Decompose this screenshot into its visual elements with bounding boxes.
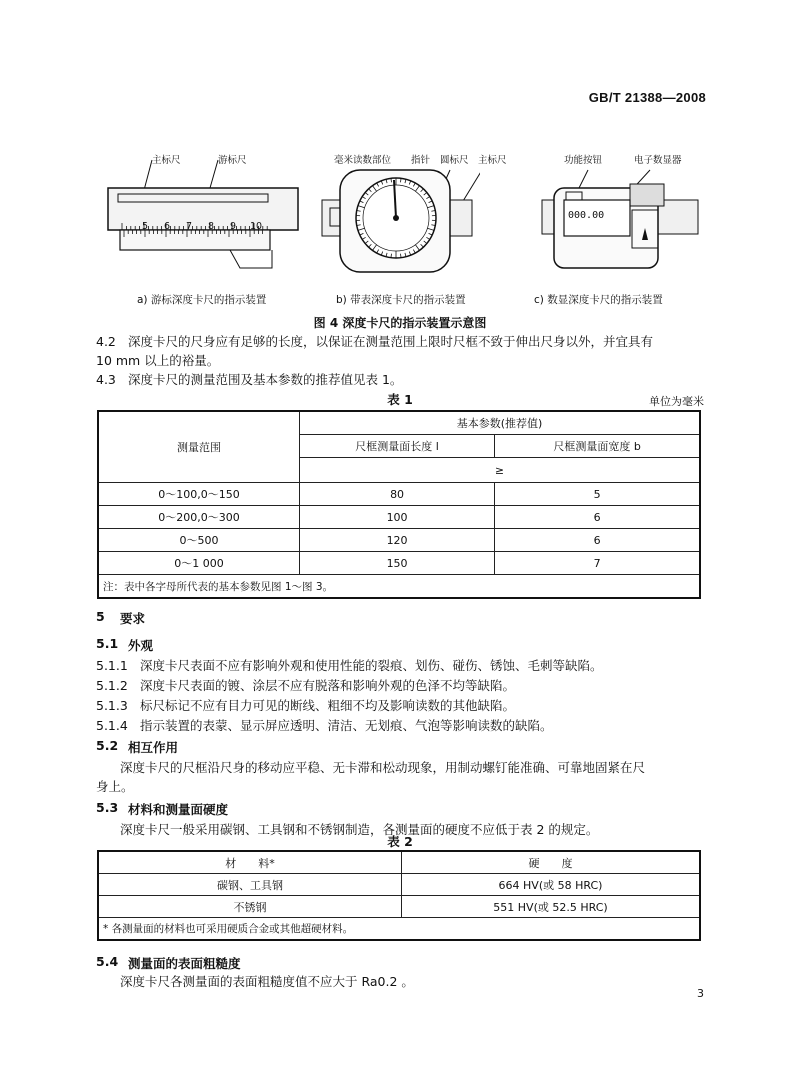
- table-row: [98, 529, 700, 552]
- table-row: [98, 483, 700, 506]
- clause-5-1-title: 外观: [128, 638, 154, 653]
- clause-5-4-text: 深度卡尺各测量面的表面粗糙度值不应大于 Ra0.2 。: [120, 974, 414, 989]
- table-cell-l: 120: [300, 529, 495, 552]
- clause-4-2-text-cont: 10 mm 以上的裕量。: [96, 353, 220, 368]
- clause-5-1-3-text: 标尺标记不应有目力可见的断线、粗细不均及影响读数的其他缺陷。: [140, 698, 516, 713]
- table-cell-l: 100: [300, 506, 495, 529]
- table-cell-range: 0～500: [98, 529, 300, 552]
- table-header-params: 基本参数(推荐值): [300, 411, 701, 435]
- table-1-unit: 单位为毫米: [649, 395, 704, 408]
- scale-number: 6: [164, 221, 171, 232]
- dial-tick: [401, 178, 402, 182]
- clause-5-4-number: 5.4: [96, 954, 119, 969]
- table-cell-b: 7: [495, 552, 700, 575]
- table-1-note: 注：表中各字母所代表的基本参数见图 1～图 3。: [98, 575, 700, 599]
- scale-number: 10: [250, 221, 263, 232]
- table-header-range: 测量范围: [98, 411, 300, 483]
- main-scale-label-b: 主标尺: [478, 155, 507, 166]
- clause-5-2-number: 5.2: [96, 738, 119, 753]
- clause-5-1-number: 5.1: [96, 636, 119, 651]
- figure-4-title: 图 4 深度卡尺的指示装置示意图: [313, 316, 487, 330]
- clause-5-1-2-number: 5.1.2: [96, 678, 128, 693]
- table-2: [97, 850, 701, 941]
- table-cell-material: 不锈钢: [98, 896, 402, 918]
- clause-5-1-1-number: 5.1.1: [96, 658, 128, 673]
- table-header-ge: ≥: [300, 458, 701, 483]
- section-5-title: 要求: [120, 611, 146, 626]
- table-cell-range: 0～100,0～150: [98, 483, 300, 506]
- table-2-title: 表 2: [387, 834, 413, 849]
- main-scale-label-a: 主标尺: [152, 155, 181, 166]
- table-row: [98, 874, 700, 896]
- dial-tick: [391, 254, 392, 258]
- table-cell-l: 80: [300, 483, 495, 506]
- table-row: [98, 506, 700, 529]
- table-cell-material: 碳钢、工具钢: [98, 874, 402, 896]
- table-row: [98, 552, 700, 575]
- table-1-title: 表 1: [387, 392, 413, 407]
- table-cell-l: 150: [300, 552, 495, 575]
- function-button-label: 功能按钮: [564, 155, 603, 166]
- page-number: 3: [697, 987, 704, 1000]
- dial-label: 圆标尺: [440, 155, 469, 166]
- table-header-hardness: 硬 度: [402, 851, 701, 874]
- table-cell-hardness: 551 HV(或 52.5 HRC): [402, 896, 701, 918]
- table-cell-b: 6: [495, 529, 700, 552]
- figure-4b-dial-diagram: [320, 150, 480, 275]
- figure-4c-digital-diagram: [540, 150, 700, 275]
- table-row: [98, 896, 700, 918]
- clause-5-1-2-text: 深度卡尺表面的镀、涂层不应有脱落和影响外观的色泽不均等缺陷。: [140, 678, 516, 693]
- clause-5-1-1-text: 深度卡尺表面不应有影响外观和使用性能的裂痕、划伤、碰伤、锈蚀、毛刺等缺陷。: [140, 658, 603, 673]
- table-cell-range: 0～1 000: [98, 552, 300, 575]
- table-header-l: 尺框测量面长度 l: [300, 435, 495, 458]
- scale-number: 9: [230, 221, 237, 232]
- clause-4-3-number: 4.3: [96, 372, 116, 387]
- mm-reading-label: 毫米读数部位: [334, 155, 392, 166]
- clause-5-3-number: 5.3: [96, 800, 119, 815]
- table-2-note: * 各测量面的材料也可采用硬质合金或其他超硬材料。: [98, 918, 700, 941]
- table-header-b: 尺框测量面宽度 b: [495, 435, 700, 458]
- dial-tick: [401, 254, 402, 258]
- table-cell-hardness: 664 HV(或 58 HRC): [402, 874, 701, 896]
- section-5-number: 5: [96, 609, 105, 624]
- clause-5-3-text: 深度卡尺一般采用碳钢、工具钢和不锈钢制造，各测量面的硬度不应低于表 2 的规定。: [120, 822, 599, 837]
- clause-5-2-text: 深度卡尺的尺框沿尺身的移动应平稳、无卡滞和松动现象，用制动螺钉能准确、可靠地固紧在尺: [120, 760, 646, 775]
- clause-5-3-title: 材料和测量面硬度: [128, 802, 229, 817]
- clause-5-2-text-cont: 身上。: [96, 779, 134, 794]
- table-cell-b: 5: [495, 483, 700, 506]
- figure-4c-caption: c) 数显深度卡尺的指示装置: [534, 294, 663, 306]
- table-cell-range: 0～200,0～300: [98, 506, 300, 529]
- pointer-label: 指针: [411, 155, 431, 166]
- scale-number: 8: [208, 221, 215, 232]
- table-1: [97, 410, 701, 599]
- display-label: 电子数显器: [634, 155, 682, 166]
- scale-number: 7: [186, 221, 193, 232]
- clause-5-1-4-text: 指示装置的表蒙、显示屏应透明、清洁、无划痕、气泡等影响读数的缺陷。: [140, 718, 553, 733]
- clause-5-2-title: 相互作用: [128, 740, 179, 755]
- table-header-material: 材 料*: [98, 851, 402, 874]
- vernier-label: 游标尺: [218, 155, 247, 166]
- digital-readout: 000.00: [568, 210, 605, 221]
- figure-4a-caption: a) 游标深度卡尺的指示装置: [137, 294, 267, 306]
- standard-code: GB/T 21388—2008: [588, 90, 706, 105]
- table-cell-b: 6: [495, 506, 700, 529]
- scale-number: 5: [142, 221, 149, 232]
- figure-4a-vernier-diagram: [100, 150, 300, 275]
- clause-4-3-text: 深度卡尺的测量范围及基本参数的推荐值见表 1。: [128, 372, 403, 387]
- clause-4-2-text: 深度卡尺的尺身应有足够的长度，以保证在测量范围上限时尺框不致于伸出尺身以外，并宜具有: [128, 334, 654, 349]
- clause-4-2-number: 4.2: [96, 334, 116, 349]
- dial-tick: [391, 178, 392, 182]
- clause-5-1-4-number: 5.1.4: [96, 718, 128, 733]
- clause-5-4-title: 测量面的表面粗糙度: [128, 956, 241, 971]
- figure-4b-caption: b) 带表深度卡尺的指示装置: [336, 294, 466, 306]
- clause-5-1-3-number: 5.1.3: [96, 698, 128, 713]
